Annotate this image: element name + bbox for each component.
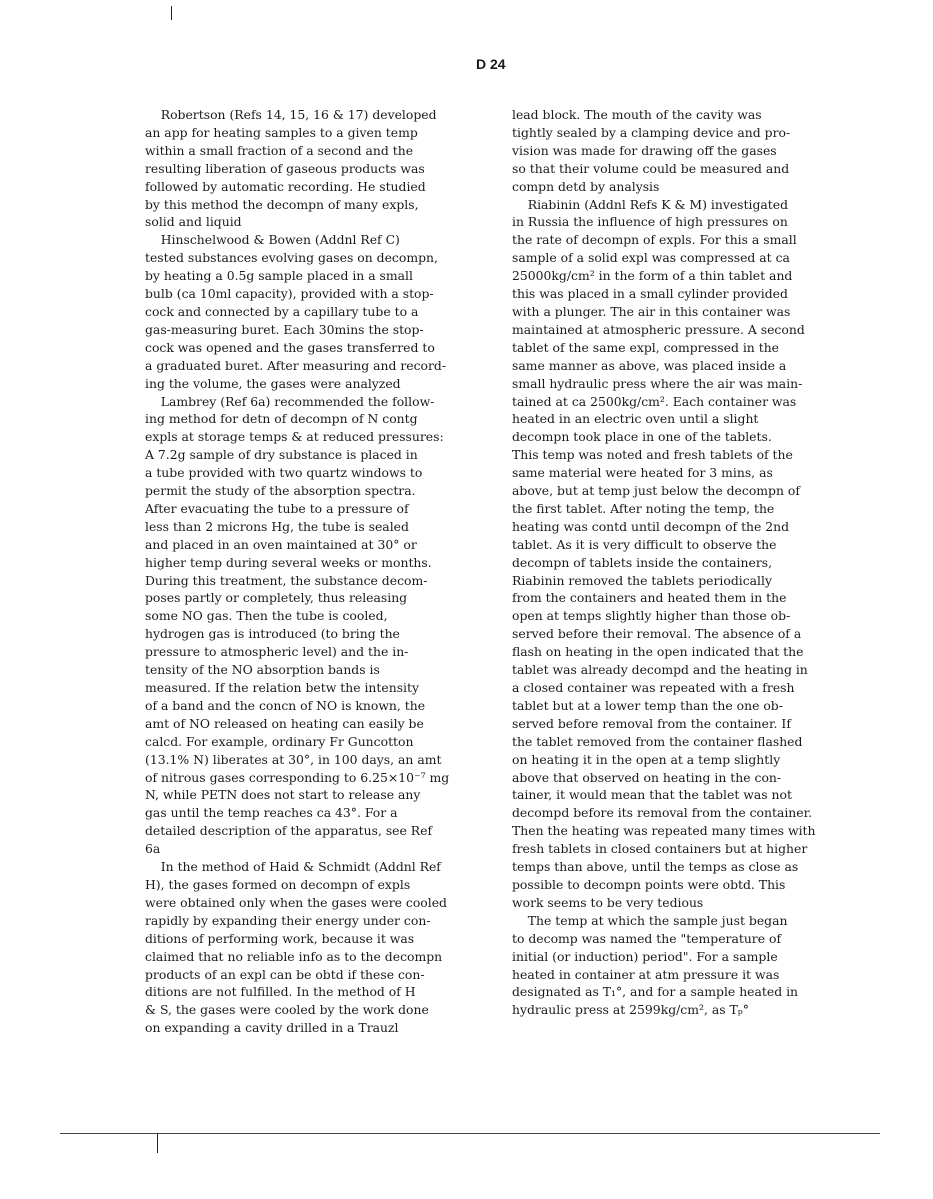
text-line: and placed in an oven maintained at 30° or [145,536,417,552]
text-line: higher temp during several weeks or months. [145,554,432,570]
text-line: a graduated buret. After measuring and record- [145,357,447,373]
text-line: in Russia the influence of high pressures on [512,214,788,230]
text-line: initial (or induction) period". For a sample [512,948,778,964]
text-line: cock and connected by a capillary tube to a [145,303,419,319]
text-line: served before removal from the container. If [512,715,791,731]
text-line: some NO gas. Then the tube is cooled, [145,608,388,624]
text-line: hydraulic press at 2599kg/cm², as Tₚ° [512,1002,749,1018]
text-line: pressure to atmospheric level) and the in- [145,644,409,660]
text-line: tensity of the NO absorption bands is [145,662,380,678]
text-line: After evacuating the tube to a pressure of [145,500,409,516]
text-line: served before their removal. The absence of a [512,626,802,642]
text-line: within a small fraction of a second and the [145,142,414,158]
text-line: 6a [145,841,161,857]
text-line: tablet was already decompd and the heating in [512,662,808,678]
text-line: tested substances evolving gases on decompn, [145,250,438,266]
text-line: maintained at atmospheric pressure. A second [512,321,805,337]
text-line: less than 2 microns Hg, the tube is sealed [145,518,409,534]
text-line: by this method the decompn of many expls, [145,196,419,212]
text-line: (13.1% N) liberates at 30°, in 100 days, an amt [145,751,442,767]
text-line: were obtained only when the gases were cooled [145,894,447,910]
right-column [512,106,830,1019]
text-line: from the containers and heated them in the [512,590,787,606]
text-line: Robertson (Refs 14, 15, 16 & 17) developed [145,107,437,122]
text-line: this was placed in a small cylinder provided [512,286,788,302]
text-line: Then the heating was repeated many times with [512,823,816,839]
text-line: gas-measuring buret. Each 30mins the stop- [145,321,424,337]
text-line: This temp was noted and fresh tablets of the [512,447,793,463]
text-line: tablet but at a lower temp than the one ob- [512,697,783,713]
text-line: vision was made for drawing off the gases [512,142,777,158]
text-line: on expanding a cavity drilled in a Trauzl [145,1020,399,1036]
text-line: ditions of performing work, because it was [145,930,415,946]
text-line: hydrogen gas is introduced (to bring the [145,626,400,642]
text-line: tablet. As it is very difficult to observe the [512,536,777,552]
text-line: fresh tablets in closed containers but at higher [512,841,808,857]
text-line: small hydraulic press where the air was main- [512,375,803,391]
text-line: followed by automatic recording. He studied [145,178,426,194]
text-line: resulting liberation of gaseous products was [145,160,425,176]
text-line: heating was contd until decompn of the 2nd [512,518,790,534]
text-line: ing the volume, the gases were analyzed [145,375,401,391]
text-line: solid and liquid [145,214,242,230]
text-line: tained at ca 2500kg/cm². Each container was [512,393,797,409]
text-line: H), the gases formed on decompn of expls [145,876,411,892]
text-line: measured. If the relation betw the intensity [145,680,420,695]
text-line: decompd before its removal from the container. [512,805,813,821]
text-line: Riabinin (Addnl Refs K & M) investigated [512,196,789,212]
text-line: temps than above, until the temps as close as [512,859,799,875]
text-line: 25000kg/cm² in the form of a thin tablet and [512,268,793,284]
text-line: of nitrous gases corresponding to 6.25×10⁻⁷ mg [145,769,450,785]
text-line: the rate of decompn of expls. For this a small [512,232,797,248]
text-line: bulb (ca 10ml capacity), provided with a stop- [145,286,434,302]
text-line: same material were heated for 3 mins, as [512,465,773,481]
text-line: During this treatment, the substance decom- [145,572,428,588]
text-line: designated as T₁°, and for a sample heated in [512,984,799,1000]
text-line: amt of NO released on heating can easily be [145,715,424,731]
text-line: products of an expl can be obtd if these con- [145,966,425,982]
bottom-rule [60,1133,880,1134]
text-line: an app for heating samples to a given temp [145,124,418,140]
text-line: permit the study of the absorption spectra. [145,483,416,499]
text-line: & S, the gases were cooled by the work done [145,1002,429,1018]
text-line: a tube provided with two quartz windows to [145,465,423,481]
text-line: compn detd by analysis [512,178,660,194]
bottom-margin-mark [157,1133,158,1153]
text-line: tablet of the same expl, compressed in the [512,339,780,355]
text-line: ditions are not fulfilled. In the method of H [145,984,416,1000]
text-line: heated in an electric oven until a slight [512,411,759,427]
text-line: so that their volume could be measured and [512,160,790,176]
text-line: Riabinin removed the tablets periodically [512,572,772,588]
text-line: calcd. For example, ordinary Fr Guncotton [145,733,414,749]
text-line: the first tablet. After noting the temp, the [512,500,775,516]
text-line: to decomp was named the "temperature of [512,930,782,946]
text-line: with a plunger. The air in this container was [512,303,791,319]
text-line: by heating a 0.5g sample placed in a small [145,268,413,284]
text-line: the tablet removed from the container flashed [512,733,803,749]
text-line: N, while PETN does not start to release any [145,787,421,803]
text-line: The temp at which the sample just began [512,912,788,928]
left-column [145,106,475,1037]
text-line: A 7.2g sample of dry substance is placed in [145,447,418,463]
text-line: work seems to be very tedious [512,894,704,910]
text-line: ing method for detn of decompn of N contg [145,411,418,427]
text-line: decompn of tablets inside the containers, [512,554,773,570]
text-line: open at temps slightly higher than those ob- [512,608,791,624]
text-line: decompn took place in one of the tablets. [512,429,772,445]
text-line: cock was opened and the gases transferred to [145,339,435,355]
text-line: flash on heating in the open indicated that the [512,644,804,660]
text-line: lead block. The mouth of the cavity was [512,107,762,122]
text-line: tightly sealed by a clamping device and pro- [512,124,791,140]
text-line: heated in container at atm pressure it was [512,966,780,982]
text-line: tainer, it would mean that the tablet was not [512,787,792,803]
text-line: Lambrey (Ref 6a) recommended the follow- [145,393,435,409]
text-line: sample of a solid expl was compressed at ca [512,250,790,266]
text-line: same manner as above, was placed inside a [512,357,787,373]
text-line: rapidly by expanding their energy under con- [145,912,431,928]
text-line: gas until the temp reaches ca 43°. For a [145,805,398,821]
text-line: on heating it in the open at a temp slightly [512,751,781,767]
text-line: claimed that no reliable info as to the decompn [145,948,443,964]
text-line: poses partly or completely, thus releasing [145,590,408,606]
text-line: possible to decompn points were obtd. This [512,876,786,892]
text-line: In the method of Haid & Schmidt (Addnl Ref [145,859,441,875]
text-line: detailed description of the apparatus, see Ref [145,823,433,839]
text-line: of a band and the concn of NO is known, the [145,697,426,713]
text-line: above, but at temp just below the decompn of [512,483,800,499]
text-line: a closed container was repeated with a fresh [512,680,795,695]
page-number: D 24 [476,56,506,72]
text-line: above that observed on heating in the con- [512,769,782,785]
text-line: expls at storage temps & at reduced pressures: [145,429,444,445]
top-margin-mark [171,6,172,20]
text-line: Hinschelwood & Bowen (Addnl Ref C) [145,232,400,248]
